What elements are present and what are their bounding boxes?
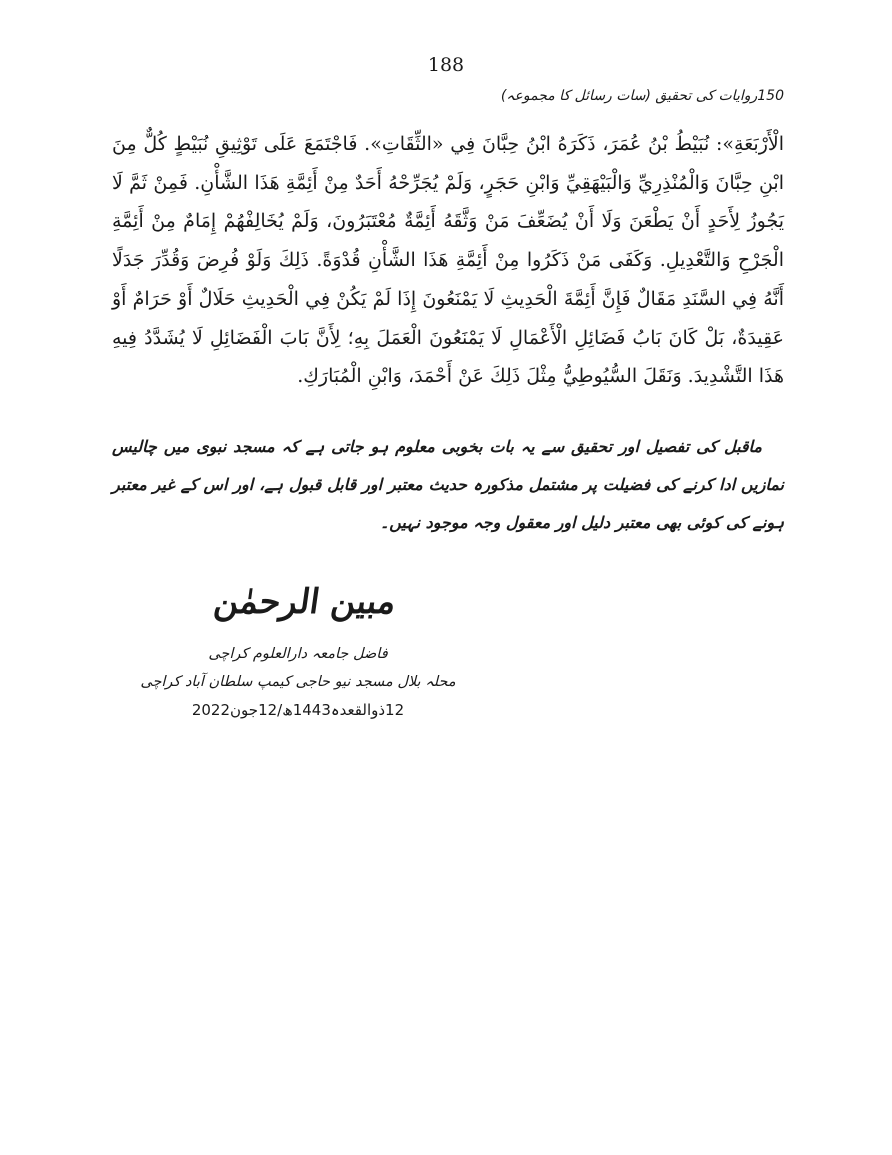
signature-details xyxy=(0,640,596,724)
signature-date: 12ذوالقعدہ1443ھ/12جون2022 xyxy=(191,701,405,719)
page-number: 188 xyxy=(427,54,465,76)
urdu-conclusion-paragraph: ماقبل کی تفصیل اور تحقیق سے یہ بات بخوبی معلوم ہو جاتی ہے کہ مسجد نبوی میں چالیس نمازیں ادا کرنے کی فضیلت پر مشتمل مذکورہ حدیث معتبر اور قابل قبول ہے، اور اس کے غیر معتبر ہونے کی کوئی بھی معتبر دلیل اور معقول وجہ موجود نہیں۔ xyxy=(112,437,784,532)
arabic-paragraph-block xyxy=(112,125,784,396)
urdu-conclusion-block xyxy=(112,428,784,542)
running-header: 150روایات کی تحقیق (سات رسائل کا مجموعہ) xyxy=(500,88,784,104)
author-signature: مبین الرحمٰن xyxy=(211,582,399,622)
arabic-paragraph: الْأَرْبَعَةِ»: نُبَيْطُ بْنُ عُمَرَ، ذَكَرَهُ ابْنُ حِبَّانَ فِي «الثِّقَاتِ». فَاجْتَمَعَ عَلَى تَوْثِيقِ نُبَيْطٍ كُلٌّ مِنَ ابْنِ حِبَّانَ وَالْمُنْذِرِيِّ وَالْبَيْهَقِيِّ وَابْنِ حَجَرٍ، وَلَمْ يُجَرِّحْهُ أَحَدٌ مِنْ أَئِمَّةِ هَذَا الشَّأْنِ. فَمِنْ ثَمَّ لَا يَجُوزُ لِأَحَدٍ أَنْ يَطْعَنَ وَلَا أَنْ يُضَعِّفَ مَنْ وَثَّقَهُ أَئِمَّةٌ مُعْتَبَرُونَ، وَلَمْ يُخَالِفْهُمْ إِمَامٌ مِنْ أَئِمَّةِ الْجَرْحِ وَالتَّعْدِيلِ. وَكَفَى مَنْ ذَكَرُوا مِنْ أَئِمَّةِ هَذَا الشَّأْنِ قُدْوَةً. ذَلِكَ وَلَوْ فُرِضَ وَقُدِّرَ جَدَلًا أَنَّهُ فِي السَّنَدِ مَقَالٌ فَإِنَّ أَئِمَّةَ الْحَدِيثِ لَا يَمْنَعُونَ إِذَا لَمْ يَكُنْ فِي الْحَدِيثِ حَلَالٌ أَوْ حَرَامٌ أَوْ عَقِيدَةٌ، بَلْ كَانَ بَابُ فَضَائِلِ الْأَعْمَالِ لَا يَمْنَعُونَ الْعَمَلَ بِهِ؛ لِأَنَّ بَابَ الْفَضَائِلِ لَا يُشَدَّدُ فِيهِ هَذَا التَّشْدِيدَ. وَنَقَلَ السُّيُوطِيُّ مِثْلَ ذَلِكَ عَنْ أَحْمَدَ، وَابْنِ الْمُبَارَكِ. xyxy=(112,133,784,388)
author-address: محلہ بلال مسجد نیو حاجی کیمپ سلطان آباد کراچی xyxy=(140,674,456,690)
author-affiliation: فاضل جامعہ دارالعلوم کراچی xyxy=(208,646,388,662)
